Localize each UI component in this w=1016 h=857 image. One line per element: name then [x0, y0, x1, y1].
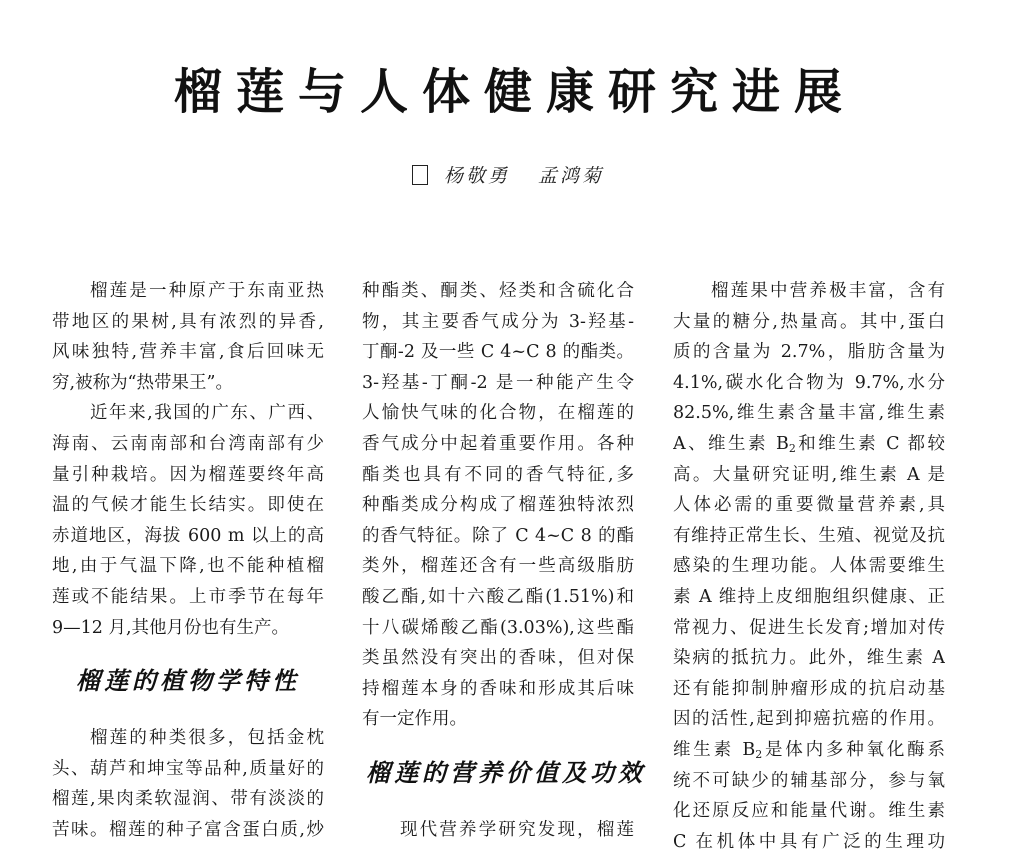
text-line: 赤道地区，海拔 600 m 以上的高 — [52, 525, 324, 546]
text-line: 带地区的果树,具有浓烈的异香, — [52, 311, 324, 332]
paragraph — [52, 398, 324, 643]
text-line: 穷,被称为“热带果王”。 — [52, 372, 233, 393]
text-line: 物，其主要香气成分为 3-羟基- — [362, 311, 634, 332]
text-line: C 在机体中具有广泛的生理功 — [673, 831, 945, 852]
text-line: 还有能抑制肿瘤形成的抗启动基 — [673, 678, 945, 699]
text-line: 种酯类成分构成了榴莲独特浓烈 — [362, 495, 634, 516]
subscript: 2 — [788, 441, 796, 455]
section-heading: 榴莲的营养价值及功效 — [366, 757, 646, 787]
text-line: 头、葫芦和坤宝等品种,质量好的 — [52, 758, 324, 779]
text-line: 榴莲是一种原产于东南亚热 — [90, 281, 324, 301]
text-line: 风味独特,营养丰富,食后回味无 — [52, 342, 324, 363]
text-line: 高。大量研究证明,维生素 A 是 — [673, 464, 945, 485]
text-line: 莲或不能结果。上市季节在每年 — [52, 586, 324, 607]
text-line: 质的含量为 2.7%，脂肪含量为 — [673, 342, 945, 363]
text-line: 大量的糖分,热量高。其中,蛋白 — [673, 311, 945, 332]
text-line: 酯类也具有不同的香气特征,多 — [362, 464, 634, 485]
text-line: 3-羟基-丁酮-2 是一种能产生令 — [362, 372, 634, 393]
byline-square-icon — [412, 165, 428, 185]
text-line: 榴莲,果肉柔软湿润、带有淡淡的 — [52, 789, 324, 810]
text-line: 近年来,我国的广东、广西、 — [90, 403, 324, 424]
text-line: 量引种栽培。因为榴莲要终年高 — [52, 464, 324, 485]
subscript: 2 — [755, 747, 763, 761]
paragraph — [673, 276, 945, 857]
text-column-3 — [673, 276, 945, 857]
text-line: 有维持正常生长、生殖、视觉及抗 — [673, 525, 945, 546]
text-line: 苦味。榴莲的种子富含蛋白质,炒 — [52, 819, 324, 840]
paragraph — [52, 723, 324, 845]
paragraph — [52, 276, 324, 398]
text-line: 人体必需的重要微量营养素,具 — [673, 495, 945, 516]
text-line: 温的气候才能生长结实。即使在 — [52, 495, 324, 516]
article-title: 榴莲与人体健康研究进展 — [173, 64, 856, 120]
section-heading: 榴莲的植物学特性 — [76, 666, 300, 696]
paragraph — [362, 815, 634, 846]
author-name: 杨敬勇 — [443, 165, 510, 187]
text-line: 9—12 月,其他月份也有生产。 — [52, 617, 290, 638]
text-line: 维生素 $B_2$是体内多种氧化酶系 — [673, 739, 945, 761]
text-line: 十八碳烯酸乙酯(3.03%),这些酯 — [362, 617, 634, 638]
text-line: 类外，榴莲还含有一些高级脂肪 — [362, 556, 634, 577]
text-line: 素 A 维持上皮细胞组织健康、正 — [673, 586, 945, 607]
text-line: 统不可缺少的辅基部分，参与氧 — [673, 770, 945, 791]
text-column-2 — [362, 276, 646, 846]
text-line: 因的活性,起到抑癌抗癌的作用。 — [673, 709, 945, 730]
text-line: 化还原反应和能量代谢。维生素 — [673, 801, 945, 822]
text-line: 的香气特征。除了 C 4~C 8 的酯 — [362, 525, 634, 546]
text-line: A、维生素 $B_2$和维生素 C 都较 — [673, 433, 945, 455]
text-line: 地,由于气温下降,也不能种植榴 — [52, 556, 324, 577]
text-line: 4.1%,碳水化合物为 9.7%,水分 — [673, 372, 945, 393]
paragraph — [362, 276, 634, 735]
text-line: 丁酮-2 及一些 C 4~C 8 的酯类。 — [362, 342, 634, 363]
text-line: 持榴莲本身的香味和形成其后味 — [362, 678, 634, 699]
text-line: 感染的生理功能。人体需要维生 — [673, 556, 945, 577]
text-line: 香气成分中起着重要作用。各种 — [362, 433, 634, 454]
text-line: 种酯类、酮类、烃类和含硫化合 — [362, 281, 634, 301]
text-line: 现代营养学研究发现，榴莲 — [400, 819, 634, 840]
text-line: 海南、云南南部和台湾南部有少 — [52, 433, 324, 454]
text-line: 榴莲果中营养极丰富，含有 — [711, 281, 945, 301]
text-line: 人愉快气味的化合物，在榴莲的 — [362, 403, 634, 424]
text-line: 82.5%,维生素含量丰富,维生素 — [673, 403, 945, 424]
text-line: 染病的抵抗力。此外，维生素 A — [673, 648, 945, 669]
text-line: 常视力、促进生长发育;增加对传 — [673, 617, 945, 638]
text-line: 类虽然没有突出的香味，但对保 — [362, 648, 634, 669]
byline — [0, 162, 1016, 190]
text-line: 酸乙酯,如十六酸乙酯(1.51%)和 — [362, 586, 634, 607]
text-line: 榴莲的种类很多，包括金枕 — [90, 728, 324, 749]
text-column-1 — [52, 276, 324, 846]
author-name: 孟鸿菊 — [538, 165, 605, 187]
text-line: 有一定作用。 — [362, 709, 467, 730]
